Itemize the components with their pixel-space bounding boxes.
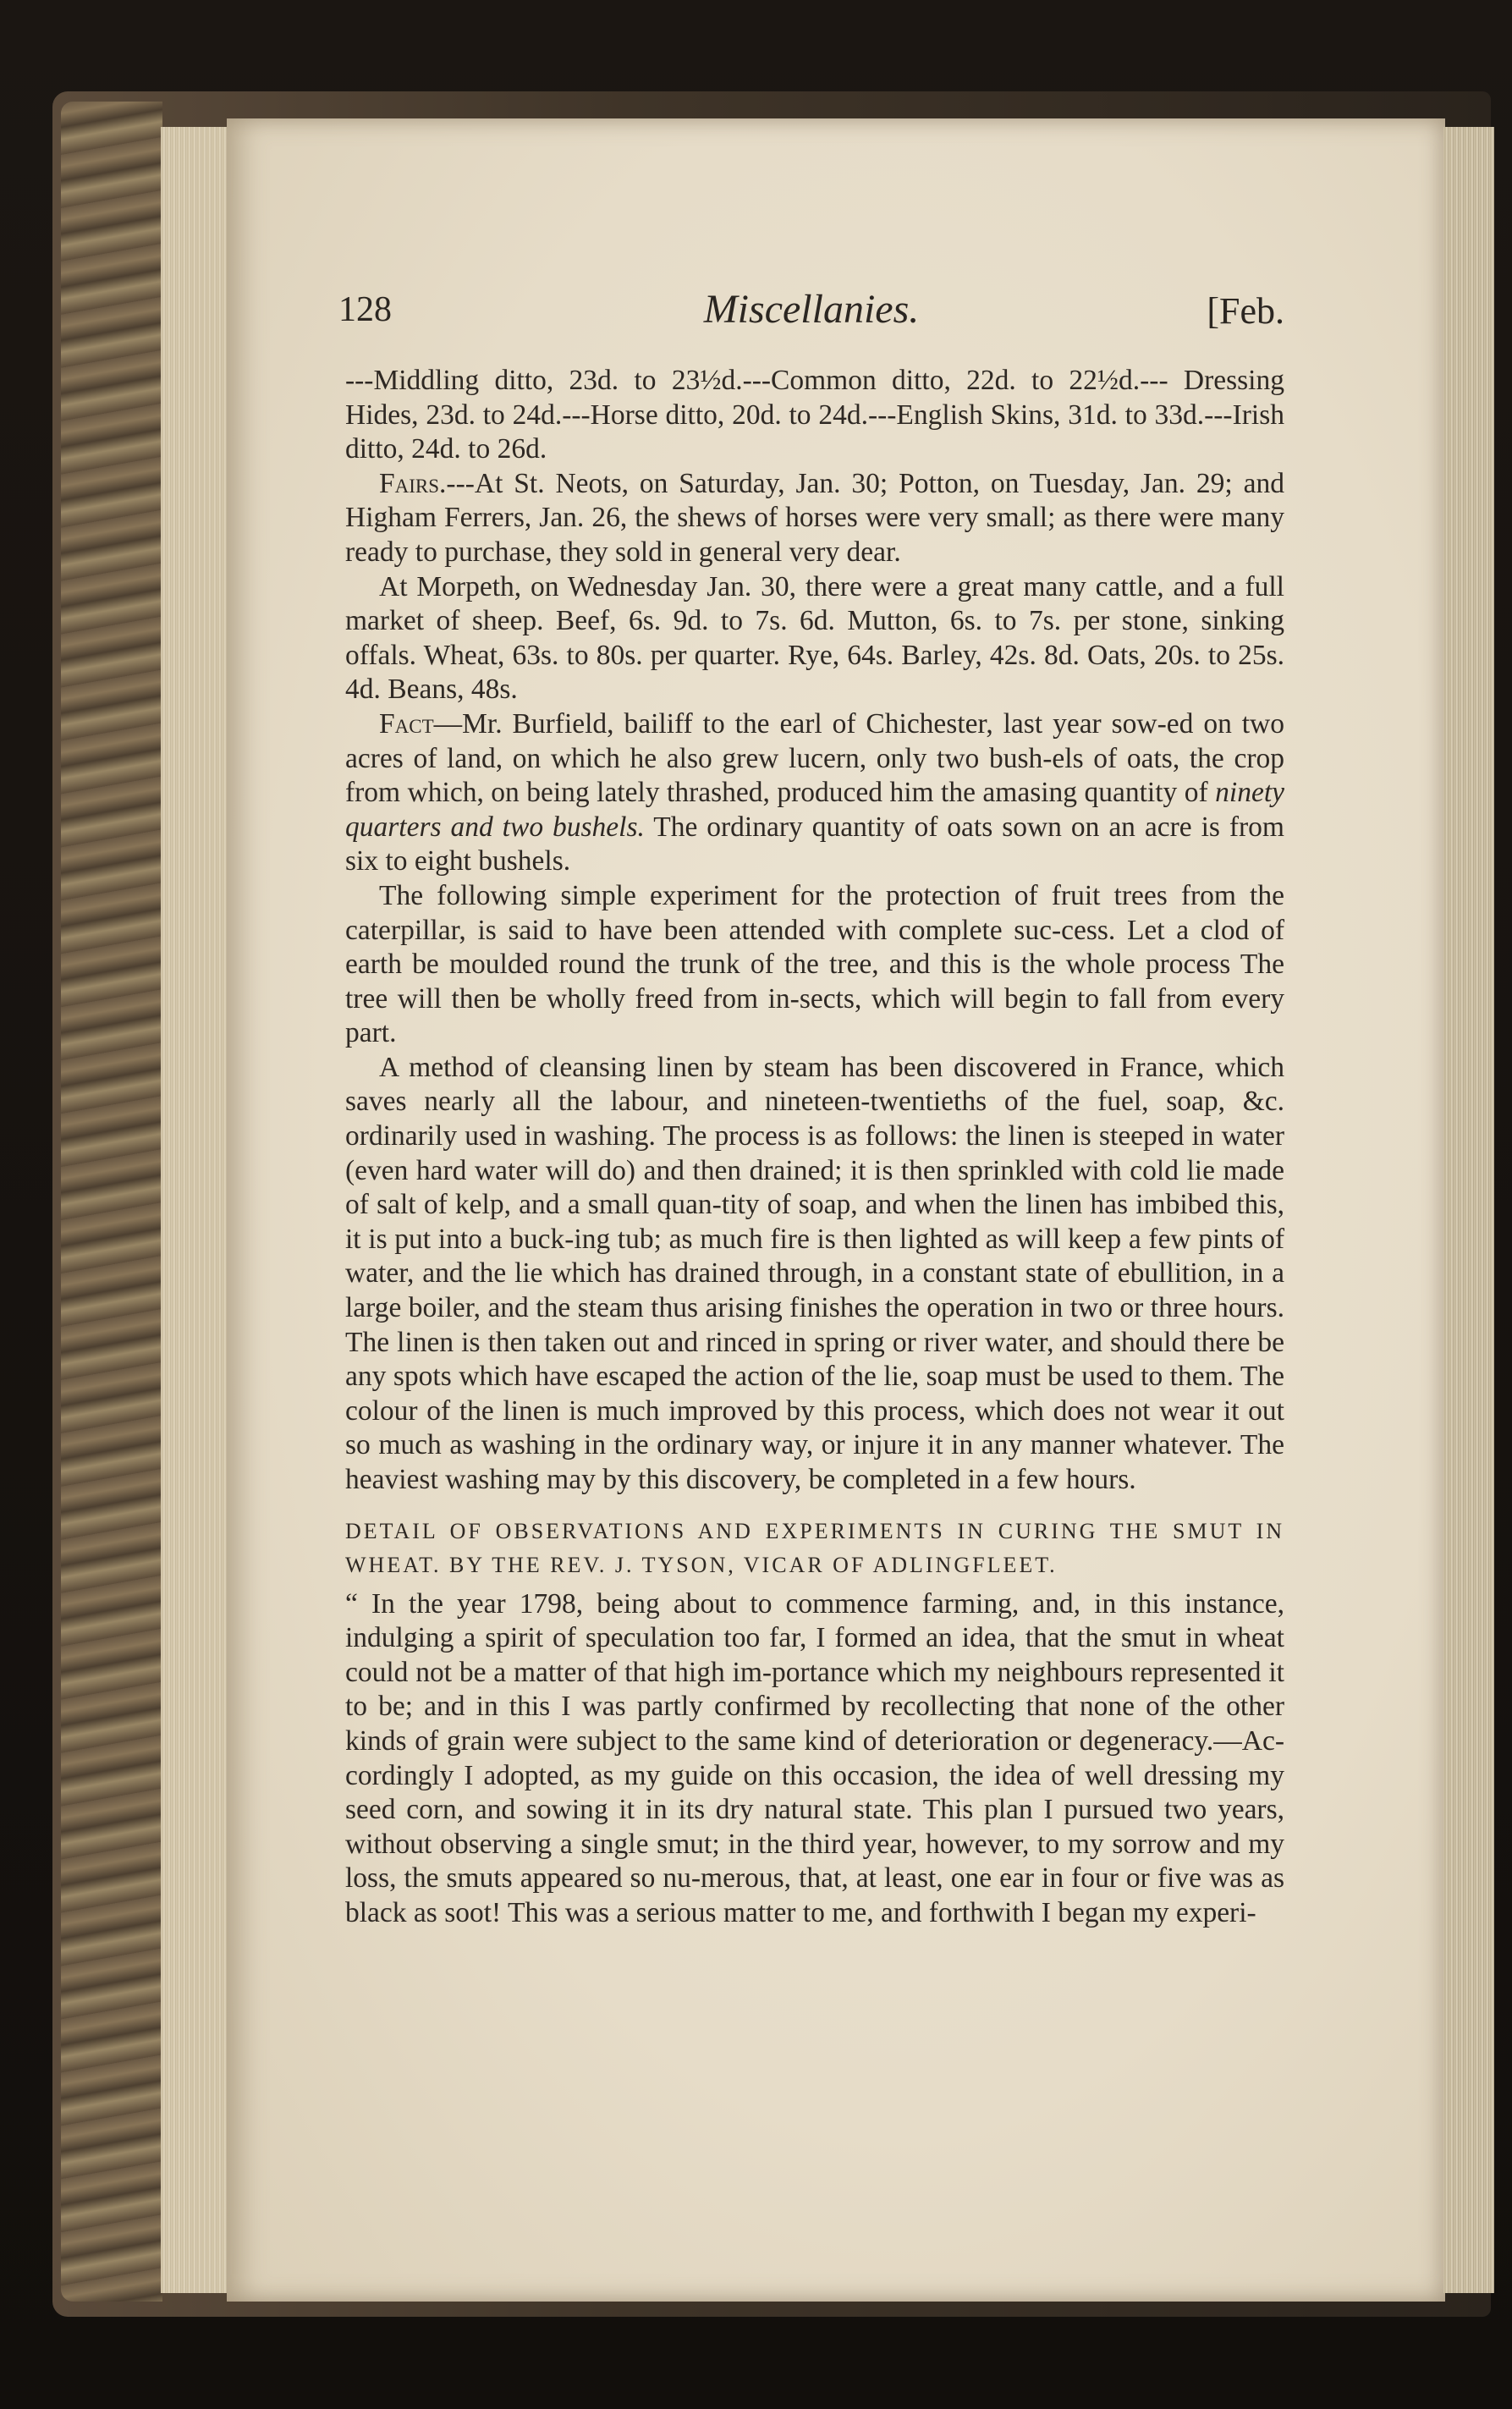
paragraph-linen: A method of cleansing linen by steam has been discovered in France, which saves nearly all the labour, and nineteen-twentieths of the fuel, soap, &c. ordinarily used in washing. The process is as follows: the linen is steeped in water (even hard water will do) and then drained; it is then sprinkled with cold lie made of salt of kelp, and a small quan-tity of soap, and when the linen has imbibed this, it is put into a buck-ing tub; as much fire is then lighted as will keep a few pints of water, and the lie which has drained through, in a constant state of ebullition, in a large boiler, and the steam thus arising finishes the operation in two or three hours. The linen is then taken out and rinced in spring or river water, and should there be any spots which have escaped the action of the lie, soap must be used to them. The colour of the linen is much improved by this process, which does not wear it out so much as washing in the ordinary way, or injure it in any manner whatever. The heaviest washing may by this discovery, be completed in a few hours. <box>345 1051 1284 1495</box>
paragraph-hides-prices: ---Middling ditto, 23d. to 23½d.---Common ditto, 22d. to 22½d.--- Dressing Hides, 23d. to 24d.---Horse ditto, 20d. to 24d.---English Skins, 31d. to 33d.---Irish ditto, 24d. to 26d. <box>345 365 1284 465</box>
fact-body-a: —Mr. Burfield, bailiff to the earl of Chichester, last year sow-ed on two acres of land, on which he also grew lucern, only two bush-els of oats, the crop from which, on being lately thrashed, produced him the amasing quantity of <box>345 707 1284 809</box>
page-number: 128 <box>338 290 392 329</box>
article-heading <box>345 1515 1284 1582</box>
page-edges-left <box>161 127 228 2293</box>
section-title: Miscellanies. <box>703 287 920 332</box>
paragraph-tyson-letter: “ In the year 1798, being about to commence farming, and, in this instance, indulging a spirit of speculation too far, I formed an idea, that the smut in wheat could not be a matter of that high im-portance which my neighbours represented it to be; and in this I was partly confirmed by recollecting that none of the other kinds of grain were subject to the same kind of deterioration or degeneracy.—Ac-cordingly I adopted, as my guide on this occasion, the idea of well dressing my seed corn, and sowing it in its dry natural state. This plan I pursued two years, without observing a single smut; in the third year, however, to my sorrow and my loss, the smuts appeared so nu-merous, that, at least, one ear in four or five was as black as soot! This was a serious matter to me, and forthwith I began my experi- <box>345 1587 1284 1928</box>
paragraph-morpeth: At Morpeth, on Wednesday Jan. 30, there were a great many cattle, and a full market of sheep. Beef, 6s. 9d. to 7s. 6d. Mutton, 6s. to 7s. per stone, sinking offals. Wheat, 63s. to 80s. per quarter. Rye, 64s. Barley, 42s. 8d. Oats, 20s. to 25s. 4d. Beans, 48s. <box>345 570 1284 706</box>
fact-italic: ninety quarters and two bushels. <box>345 777 1284 843</box>
paragraph-caterpillar: The following simple experiment for the protection of fruit trees from the caterpillar, is said to have been attended with complete suc-cess. Let a clod of earth be moulded round the trunk of the tree, and this is the whole process The tree will then be wholly freed from in-sects, which will begin to fall from every part. <box>345 879 1284 1049</box>
paragraph-fairs <box>345 467 1284 570</box>
heading-line-1: DETAIL OF OBSERVATIONS AND EXPERIMENTS IN CURING THE SMUT <box>345 1518 1244 1543</box>
paragraph-fact <box>345 707 1284 879</box>
month-label: [Feb. <box>1207 290 1284 332</box>
fairs-lead: Fairs. <box>379 467 447 499</box>
running-head <box>338 289 1284 340</box>
page-edges-right <box>1443 127 1494 2293</box>
heading-line-2: IN WHEAT. BY THE REV. J. TYSON, VICAR OF ADLINGFLEET. <box>345 1518 1285 1577</box>
fact-body-b: The ordinary quantity of oats sown on an acre is from six to eight bushels. <box>345 811 1284 877</box>
fact-lead: Fact <box>379 707 434 740</box>
body-text <box>345 364 1284 1931</box>
fairs-body: ---At St. Neots, on Saturday, Jan. 30; Potton, on Tuesday, Jan. 29; and Higham Ferrers, Jan. 26, the shews of horses were very small; as there were many ready to purchase, they sold in general very dear. <box>345 467 1284 568</box>
leather-binding-edge <box>61 102 162 2302</box>
